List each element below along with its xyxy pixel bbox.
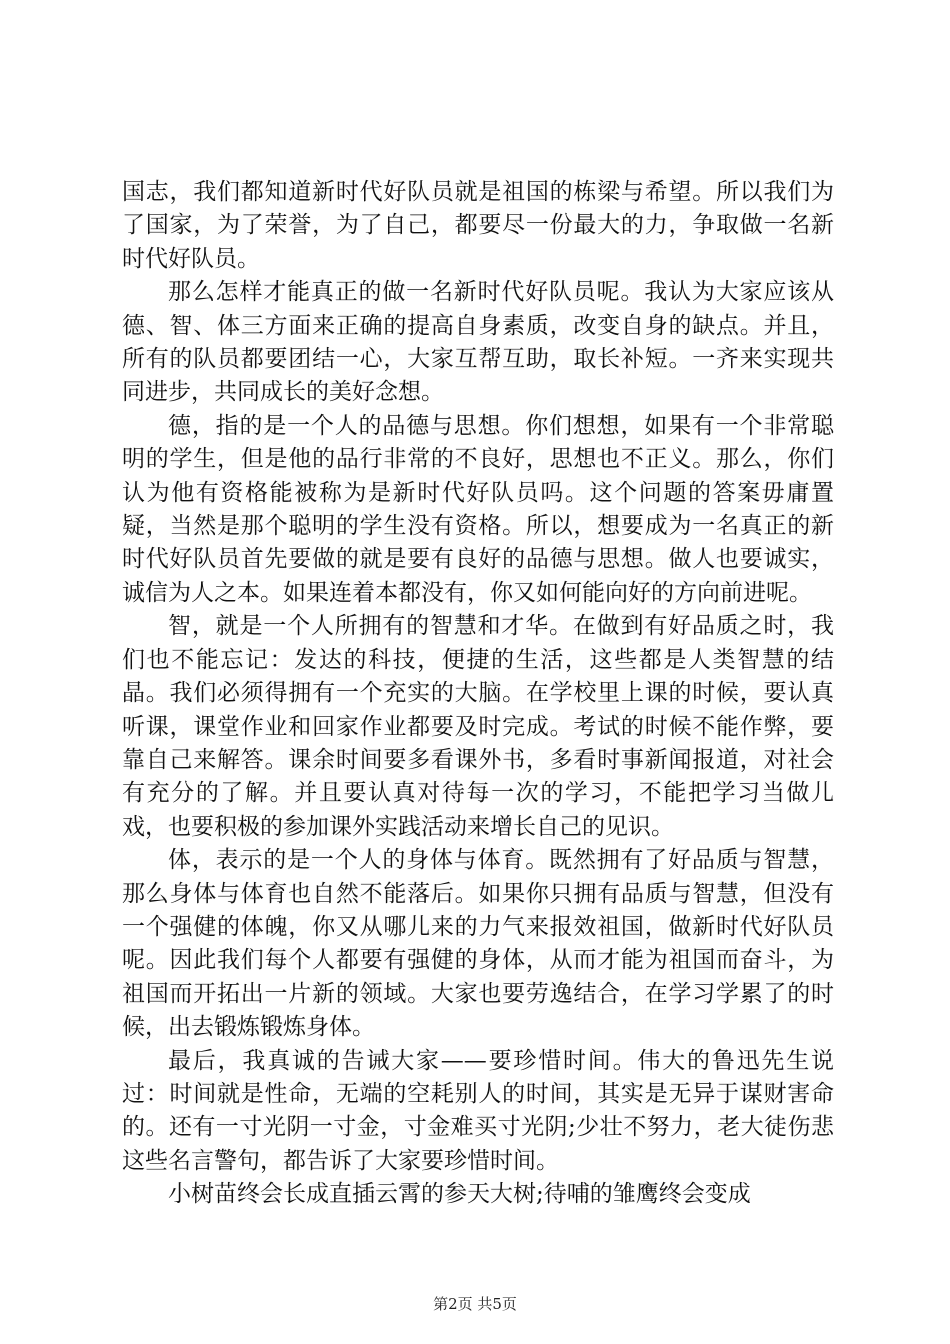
paragraph-how-to-be-good-member: 那么怎样才能真正的做一名新时代好队员呢。我认为大家应该从德、智、体三方面来正确的提高自身素质，改变自身的缺点。并且，所有的队员都要团结一心，大家互帮互助，取长补短。一齐来实现共同进步，共同成长的美好念想。 xyxy=(122,279,834,406)
paragraph-continuation: 国志，我们都知道新时代好队员就是祖国的栋梁与希望。所以我们为了国家，为了荣誉，为了自己，都要尽一份最大的力，争取做一名新时代好队员。 xyxy=(122,179,834,272)
paragraph-cherish-time: 最后，我真诚的告诫大家——要珍惜时间。伟大的鲁迅先生说过：时间就是性命，无端的空耗别人的时间，其实是无异于谋财害命的。还有一寸光阴一寸金，寸金难买寸光阴;少壮不努力，老大徒伤悲这些名言警句，都告诉了大家要珍惜时间。 xyxy=(122,1047,834,1174)
page-number-footer: 第2页 共5页 xyxy=(433,1295,517,1313)
paragraph-closing: 小树苗终会长成直插云霄的参天大树;待哺的雏鹰终会变成 xyxy=(168,1181,751,1208)
paragraph-physique: 体，表示的是一个人的身体与体育。既然拥有了好品质与智慧，那么身体与体育也自然不能落后。如果你只拥有品质与智慧，但没有一个强健的体魄，你又从哪儿来的力气来报效祖国，做新时代好队员呢。因此我们每个人都要有强健的身体，从而才能为祖国而奋斗，为祖国而开拓出一片新的领域。大家也要劳逸结合，在学习学累了的时候，出去锻炼锻炼身体。 xyxy=(122,847,834,1041)
paragraph-morality: 德，指的是一个人的品德与思想。你们想想，如果有一个非常聪明的学生，但是他的品行非常的不良好，思想也不正义。那么，你们认为他有资格能被称为是新时代好队员吗。这个问题的答案毋庸置疑，当然是那个聪明的学生没有资格。所以，想要成为一名真正的新时代好队员首先要做的就是要有良好的品德与思想。做人也要诚实，诚信为人之本。如果连着本都没有，你又如何能向好的方向前进呢。 xyxy=(122,412,834,606)
paragraph-intelligence: 智，就是一个人所拥有的智慧和才华。在做到有好品质之时，我们也不能忘记：发达的科技，便捷的生活，这些都是人类智慧的结晶。我们必须得拥有一个充实的大脑。在学校里上课的时候，要认真听课，课堂作业和回家作业都要及时完成。考试的时候不能作弊，要靠自己来解答。课余时间要多看课外书，多看时事新闻报道，对社会有充分的了解。并且要认真对待每一次的学习，不能把学习当做儿戏，也要积极的参加课外实践活动来增长自己的见识。 xyxy=(122,613,834,840)
document-body xyxy=(122,176,834,1212)
